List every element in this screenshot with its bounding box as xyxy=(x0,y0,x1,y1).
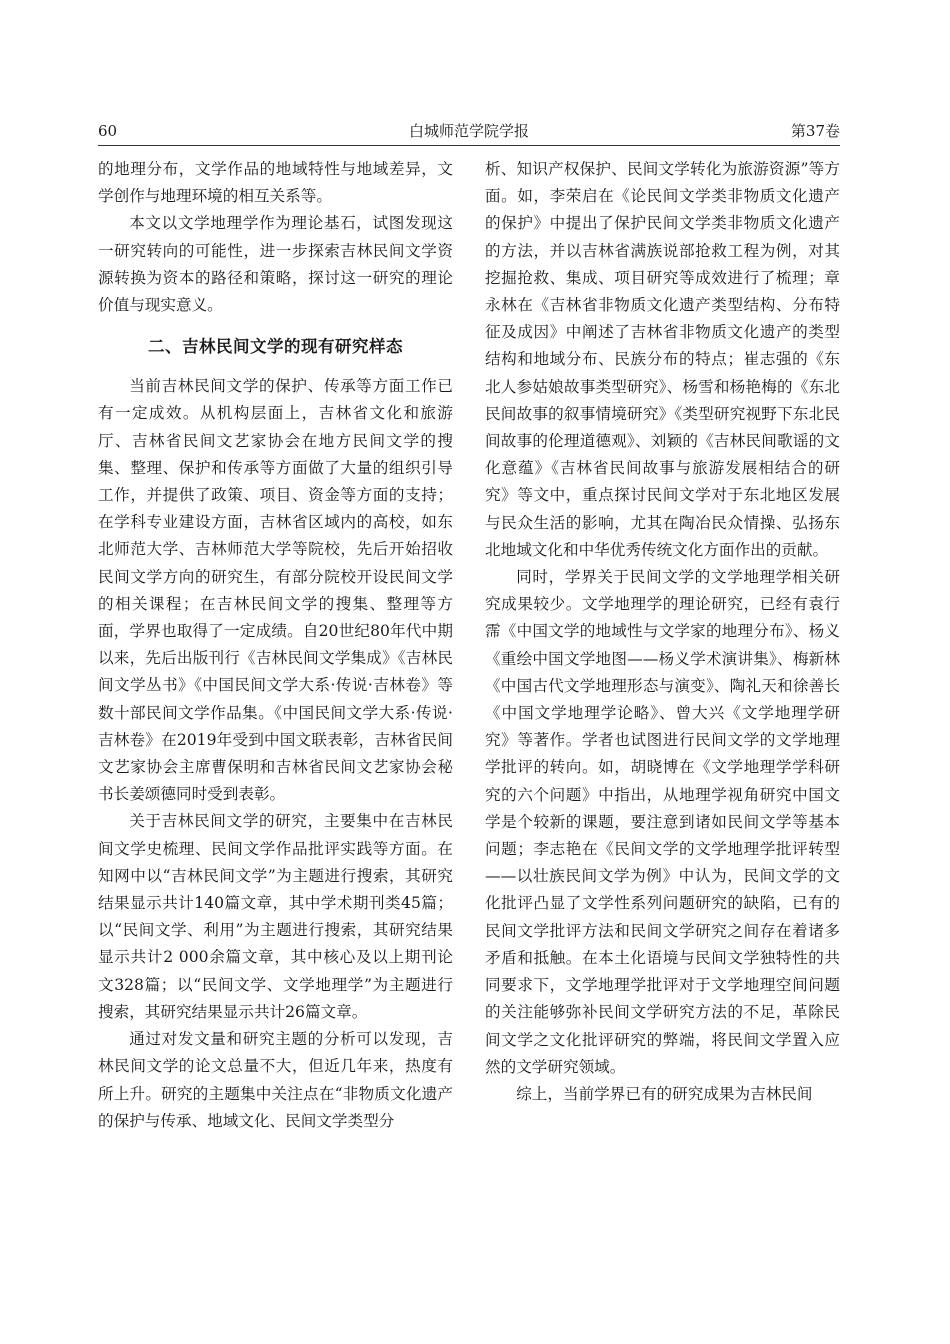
left-column xyxy=(98,156,453,1135)
paragraph: 关于吉林民间文学的研究，主要集中在吉林民间文学史梳理、民间文学作品批评实践等方面。在知网中以“吉林民间文学”为主题进行搜索，其研究结果显示共计140篇文章，其中学术期刊类45篇；以“民间文学、利用”为主题进行搜索，其研究结果显示共计2 000余篇文章，其中核心及以上期刊论文328篇；以“民间文学、文学地理学”为主题进行搜索，其研究结果显示共计26篇文章。 xyxy=(98,812,453,1021)
volume-label: 第37卷 xyxy=(790,122,840,140)
paragraph: 通过对发文量和研究主题的分析可以发现，吉林民间文学的论文总量不大，但近几年来，热度有所上升。研究的主题集中关注点在“非物质文化遗产的保护与传承、地域文化、民间文学类型分 xyxy=(98,1030,453,1130)
header-rule xyxy=(98,145,840,146)
paragraph: 的地理分布，文学作品的地域特性与地域差异，文学创作与地理环境的相互关系等。 xyxy=(98,160,453,206)
running-header xyxy=(98,118,840,144)
paragraph: 当前吉林民间文学的保护、传承等方面工作已有一定成效。从机构层面上，吉林省文化和旅游厅、吉林省民间文艺家协会在地方民间文学的搜集、整理、保护和传承等方面做了大量的组织引导工作，并提供了政策、项目、资金等方面的支持；在学科专业建设方面，吉林省区域内的高校，如东北师范大学、吉林师范大学等院校，先后开始招收民间文学方向的研究生，有部分院校开设民间文学的相关课程；在吉林民间文学的搜集、整理等方面，学界也取得了一定成绩。自20世纪80年代中期以来，先后出版刊行《吉林民间文学集成》《吉林民间文学丛书》《中国民间文学大系·传说·吉林卷》等数十部民间文学作品集。《中国民间文学大系·传说·吉林卷》在2019年受到中国文联表彰，吉林省民间文艺家协会主席曹保明和吉林省民间文艺家协会秘书长姜颂德同时受到表彰。 xyxy=(98,377,453,804)
right-column xyxy=(485,156,840,1108)
paragraph: 析、知识产权保护、民间文学转化为旅游资源”等方面。如，李荣启在《论民间文学类非物质文化遗产的保护》中提出了保护民间文学类非物质文化遗产的方法，并以吉林省满族说部抢救工程为例，对其挖掘抢救、集成、项目研究等成效进行了梳理；章永林在《吉林省非物质文化遗产类型结构、分布特征及成因》中阐述了吉林省非物质文化遗产的类型结构和地域分布、民族分布的特点；崔志强的《东北人参姑娘故事类型研究》、杨雪和杨艳梅的《东北民间故事的叙事情境研究》《类型研究视野下东北民间故事的伦理道德观》、刘颖的《吉林民间歌谣的文化意蕴》《吉林省民间故事与旅游发展相结合的研究》等文中，重点探讨民间文学对于东北地区发展与民众生活的影响，尤其在陶冶民众情操、弘扬东北地域文化和中华优秀传统文化方面作出的贡献。 xyxy=(485,160,840,559)
paragraph: 同时，学界关于民间文学的文学地理学相关研究成果较少。文学地理学的理论研究，已经有袁行霈《中国文学的地域性与文学家的地理分布》、杨义《重绘中国文学地图——杨义学术演讲集》、梅新林《中国古代文学地理形态与演变》、陶礼天和徐善长《中国文学地理学论略》、曾大兴《文学地理学研究》等著作。学者也试图进行民间文学的文学地理学批评的转向。如，胡晓博在《文学地理学学科研究的六个问题》中指出，从地理学视角研究中国文学是个较新的课题，要注意到诸如民间文学等基本问题；李志艳在《民间文学的文学地理学批评转型——以壮族民间文学为例》中认为，民间文学的文化批评凸显了文学性系列问题研究的缺陷，已有的民间文学批评方法和民间文学研究之间存在着诸多矛盾和抵触。在本土化语境与民间文学独特性的共同要求下，文学地理学批评对于文学地理空间问题的关注能够弥补民间文学研究方法的不足，革除民间文学之文化批评研究的弊端，将民间文学置入应然的文学研究领域。 xyxy=(485,568,840,1076)
journal-title: 白城师范学院学报 xyxy=(408,122,529,140)
paragraph: 本文以文学地理学作为理论基石，试图发现这一研究转向的可能性，进一步探索吉林民间文学资源转换为资本的路径和策略，探讨这一研究的理论价值与现实意义。 xyxy=(98,214,453,315)
section-heading: 二、吉林民间文学的现有研究样态 xyxy=(148,337,403,357)
page-number: 60 xyxy=(98,122,118,140)
paragraph: 综上，当前学界已有的研究成果为吉林民间 xyxy=(516,1084,813,1103)
